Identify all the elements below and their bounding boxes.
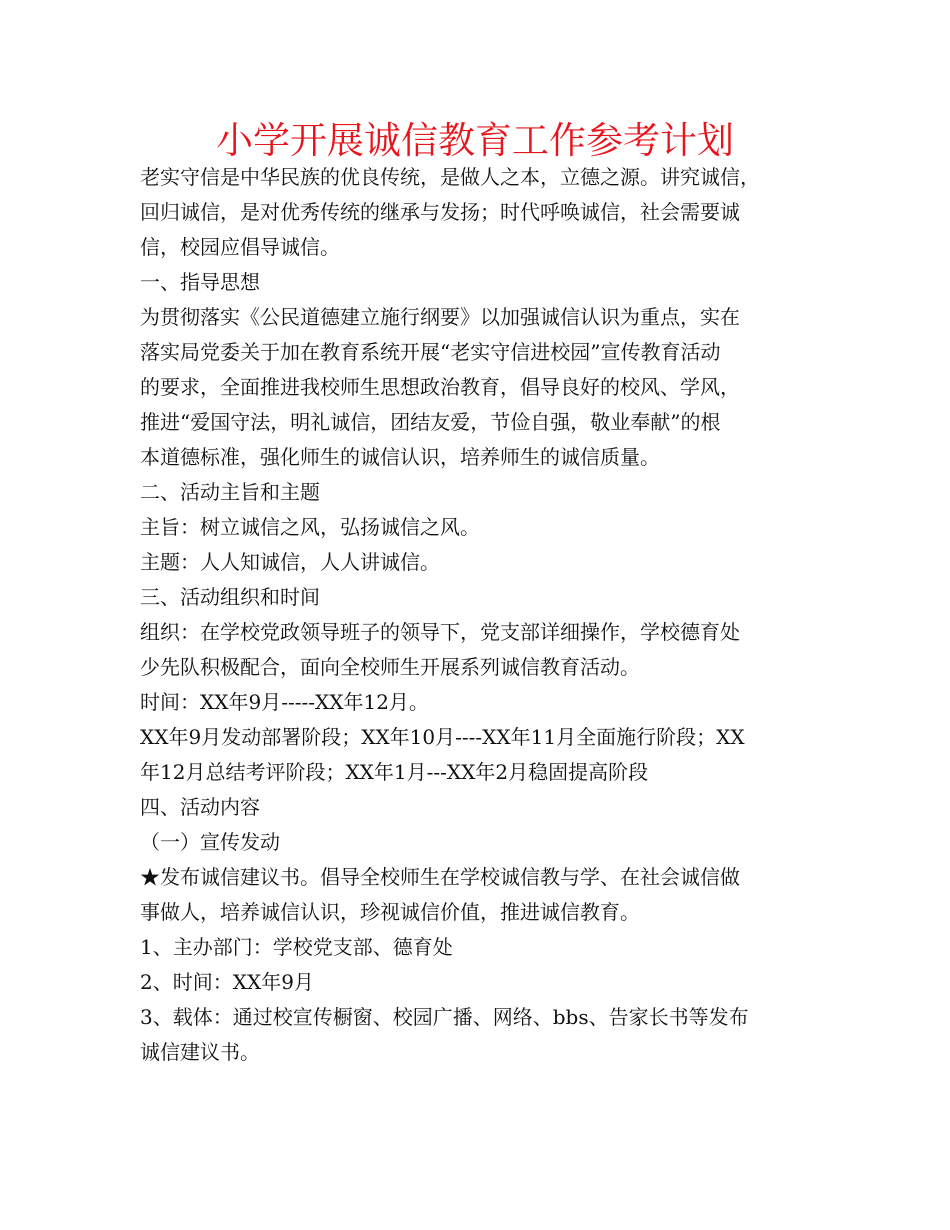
schedule-line-2: 年12月总结考评阶段；XX年1月---XX年2月稳固提高阶段 [140,760,649,784]
intro-line-3: 信，校园应倡导诚信。 [140,235,340,259]
proposal-line-2: 事做人，培养诚信认识，珍视诚信价值，推进诚信教育。 [140,900,640,924]
section-heading-3: 三、活动组织和时间 [140,585,320,609]
document-body [140,160,820,1070]
document-title: 小学开展诚信教育工作参考计划 [216,119,734,162]
section-heading-2: 二、活动主旨和主题 [140,480,320,504]
organization-line-1: 组织：在学校党政领导班子的领导下，党支部详细操作，学校德育处 [140,620,740,644]
list-item-3-line-2: 诚信建议书。 [140,1040,260,1064]
schedule-line-1: XX年9月发动部署阶段；XX年10月----XX年11月全面施行阶段；XX [140,725,745,749]
theme-line: 主题：人人知诚信，人人讲诚信。 [140,550,440,574]
section-heading-1: 一、指导思想 [140,270,260,294]
list-item-1: 1、主办部门：学校党支部、德育处 [140,935,453,959]
section-1-line-4: 推进“爱国守法，明礼诚信，团结友爱，节俭自强，敬业奉献”的根 [140,410,721,434]
organization-line-2: 少先队积极配合，面向全校师生开展系列诚信教育活动。 [140,655,640,679]
section-1-line-2: 落实局党委关于加在教育系统开展“老实守信进校园”宣传教育活动 [140,340,721,364]
time-line: 时间：XX年9月-----XX年12月。 [140,690,429,714]
subsection-heading-1: （一）宣传发动 [140,830,280,854]
list-item-2: 2、时间：XX年9月 [140,970,314,994]
section-1-line-3: 的要求，全面推进我校师生思想政治教育，倡导良好的校风、学风， [140,375,740,399]
purpose-line: 主旨：树立诚信之风，弘扬诚信之风。 [140,515,480,539]
section-heading-4: 四、活动内容 [140,795,260,819]
proposal-line-1: ★发布诚信建议书。倡导全校师生在学校诚信教与学、在社会诚信做 [140,865,740,889]
intro-line-1: 老实守信是中华民族的优良传统，是做人之本，立德之源。讲究诚信， [140,165,760,189]
section-1-line-5: 本道德标准，强化师生的诚信认识，培养师生的诚信质量。 [140,445,660,469]
intro-line-2: 回归诚信，是对优秀传统的继承与发扬；时代呼唤诚信，社会需要诚 [140,200,740,224]
section-1-line-1: 为贯彻落实《公民道德建立施行纲要》以加强诚信认识为重点，实在 [140,305,740,329]
list-item-3-line-1: 3、载体：通过校宣传橱窗、校园广播、网络、bbs、告家长书等发布 [140,1005,749,1029]
